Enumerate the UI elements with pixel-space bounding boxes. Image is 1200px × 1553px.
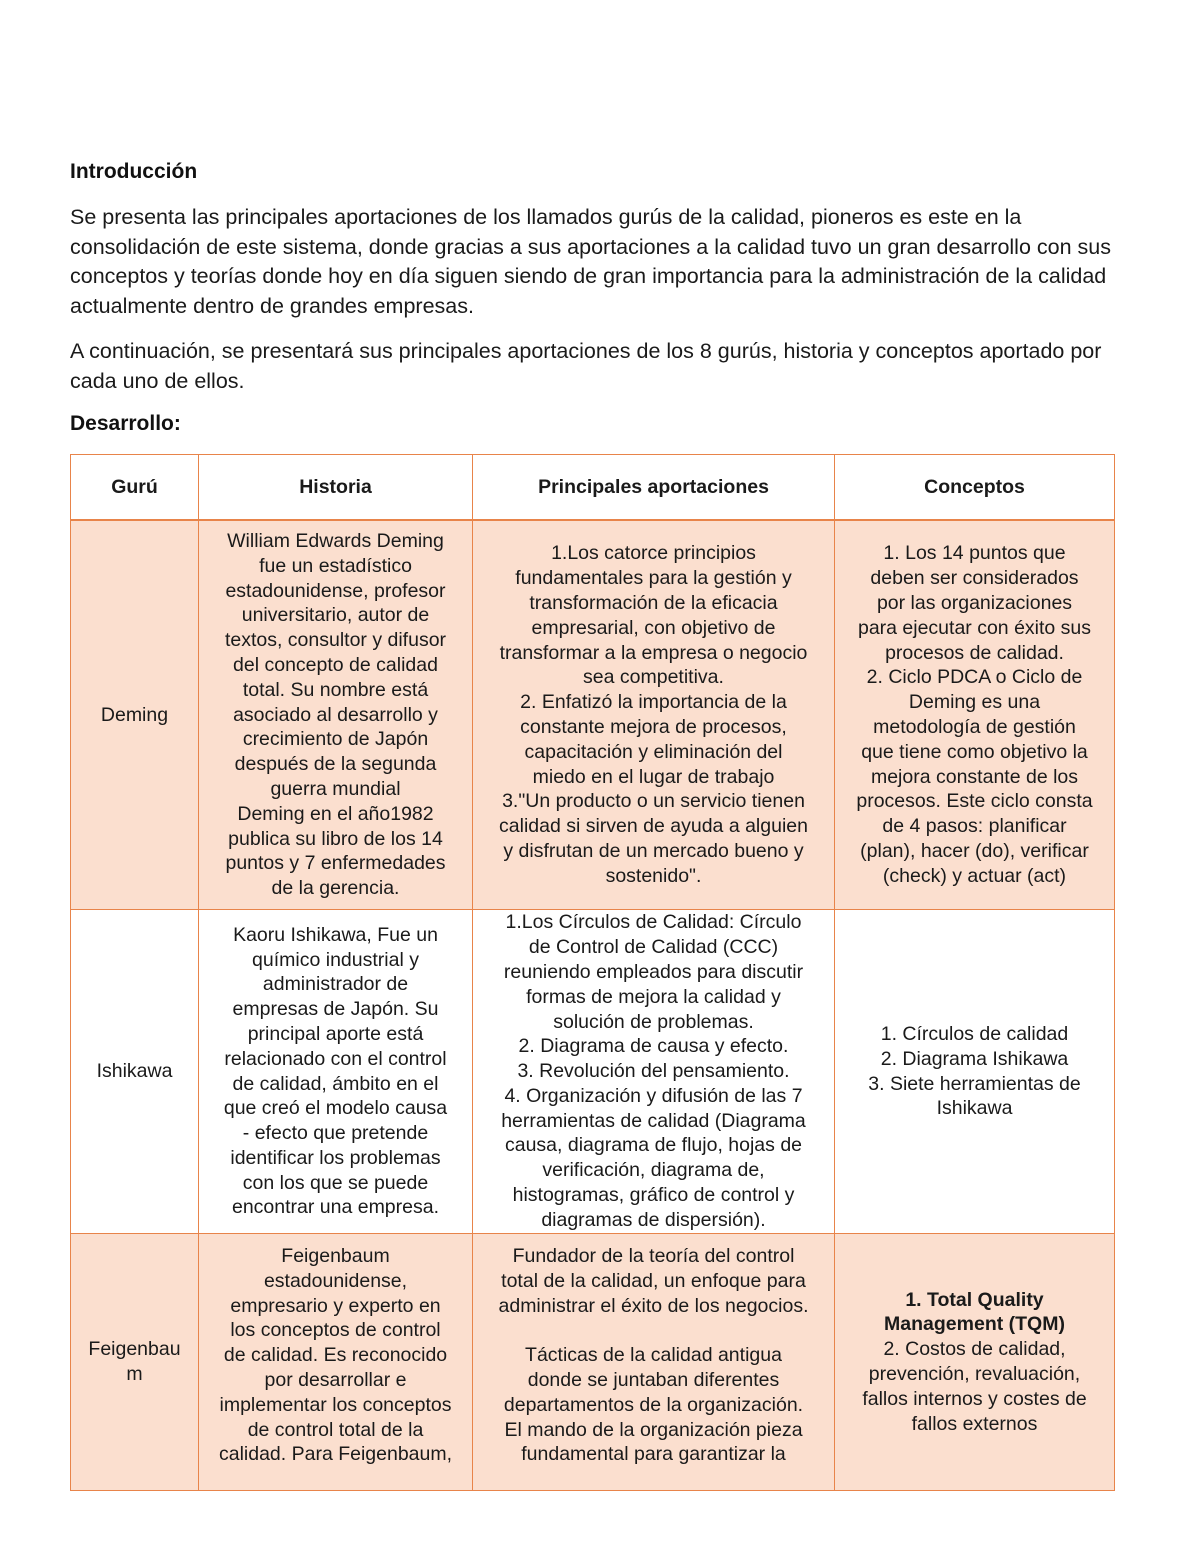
guru-aportaciones: 1.Los catorce principios fundamentales para la gestión y transformación de la eficacia empresarial, con objetivo de transformar a la empresa o negocio sea competitiva. 2. Enfatizó la importancia de la constante mejora de procesos, capacitación y eliminación del miedo en el lugar de trabajo 3."Un producto o un servicio tienen calidad si sirven de ayuda a alguien y disfrutan de un mercado bueno y sostenido". xyxy=(473,520,835,910)
header-historia: Historia xyxy=(199,455,473,521)
table-header-row xyxy=(71,455,1115,521)
header-aportaciones: Principales aportaciones xyxy=(473,455,835,521)
guru-name: Ishikawa xyxy=(71,910,199,1234)
header-conceptos: Conceptos xyxy=(835,455,1115,521)
guru-conceptos: 1. Círculos de calidad 2. Diagrama Ishikawa 3. Siete herramientas de Ishikawa xyxy=(835,910,1115,1234)
gurus-table xyxy=(70,454,1115,1491)
guru-name: Feigenbau m xyxy=(71,1234,199,1491)
table-row xyxy=(71,520,1115,910)
intro-paragraph-1: Se presenta las principales aportaciones de los llamados gurús de la calidad, pioneros es este en la consolidación de este sistema, donde gracias a sus aportaciones a la calidad tuvo un gran desarrollo con sus conceptos y teorías donde hoy en día siguen siendo de gran importancia para la administración de la calidad actualmente dentro de grandes empresas. xyxy=(70,205,1111,318)
development-heading: Desarrollo: xyxy=(70,412,181,435)
guru-conceptos xyxy=(835,1234,1115,1491)
table-row xyxy=(71,910,1115,1234)
header-guru: Gurú xyxy=(71,455,199,521)
guru-historia: Kaoru Ishikawa, Fue un químico industrial y administrador de empresas de Japón. Su principal aporte está relacionado con el control de calidad, ámbito en el que creó el modelo causa - efecto que pretende identificar los problemas con los que se puede encontrar una empresa. xyxy=(199,910,473,1234)
guru-conceptos: 1. Los 14 puntos que deben ser considerados por las organizaciones para ejecutar con éxito sus procesos de calidad. 2. Ciclo PDCA o Ciclo de Deming es una metodología de gestión que tiene como objetivo la mejora constante de los procesos. Este ciclo consta de 4 pasos: planificar (plan), hacer (do), verificar (check) y actuar (act) xyxy=(835,520,1115,910)
intro-heading: Introducción xyxy=(70,160,198,183)
guru-name: Deming xyxy=(71,520,199,910)
concept-list: 2. Costos de calidad, prevención, revaluación, fallos internos y costes de fallos externos xyxy=(862,1338,1087,1435)
guru-aportaciones: Fundador de la teoría del control total de la calidad, un enfoque para administrar el éxito de los negocios. Tácticas de la calidad antigua donde se juntaban diferentes departamentos de la organización. El mando de la organización pieza fundamental para garantizar la xyxy=(473,1234,835,1491)
concept-tqm-heading: 1. Total Quality Management (TQM) xyxy=(884,1288,1065,1336)
guru-aportaciones: 1.Los Círculos de Calidad: Círculo de Control de Calidad (CCC) reuniendo empleados para discutir formas de mejora la calidad y solución de problemas. 2. Diagrama de causa y efecto. 3. Revolución del pensamiento. 4. Organización y difusión de las 7 herramientas de calidad (Diagrama causa, diagrama de flujo, hojas de verificación, diagrama de, histogramas, gráfico de control y diagramas de dispersión). xyxy=(473,910,835,1234)
table-row xyxy=(71,1234,1115,1491)
guru-historia: Feigenbaum estadounidense, empresario y experto en los conceptos de control de calidad. Es reconocido por desarrollar e implementar los conceptos de control total de la calidad. Para Feigenbaum, xyxy=(199,1234,473,1491)
intro-paragraph-2: A continuación, se presentará sus principales aportaciones de los 8 gurús, historia y conceptos aportado por cada uno de ellos. xyxy=(70,339,1102,393)
guru-historia: William Edwards Deming fue un estadístico estadounidense, profesor universitario, autor de textos, consultor y difusor del concepto de calidad total. Su nombre está asociado al desarrollo y crecimiento de Japón después de la segunda guerra mundial Deming en el año1982 publica su libro de los 14 puntos y 7 enfermedades de la gerencia. xyxy=(199,520,473,910)
